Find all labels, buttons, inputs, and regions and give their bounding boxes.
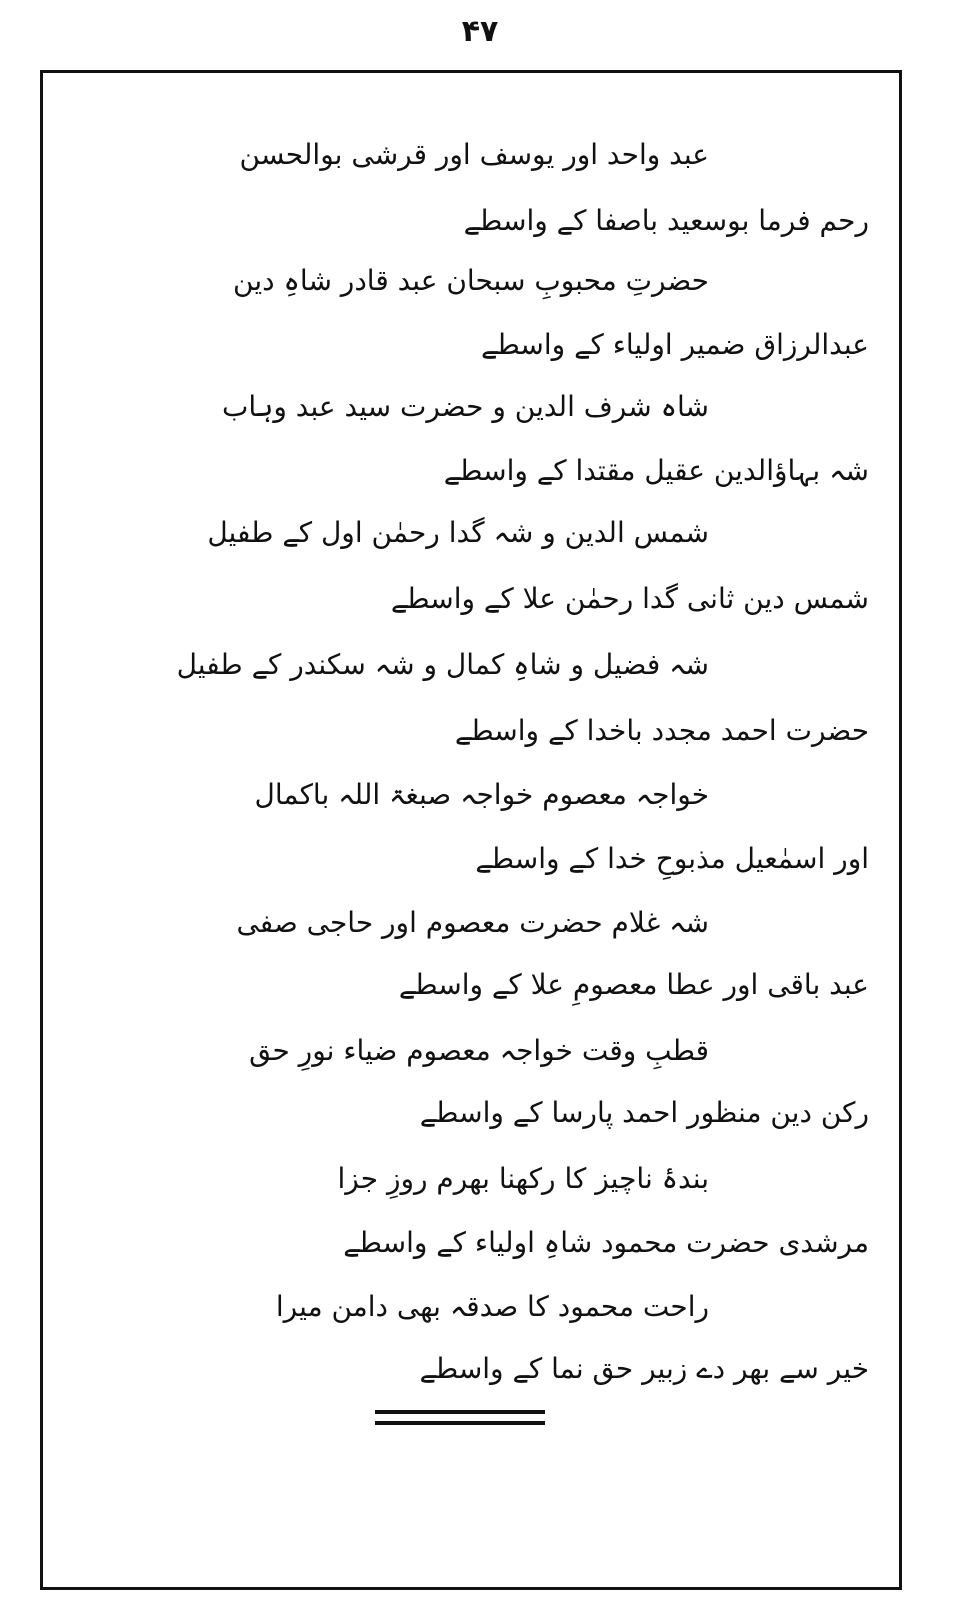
verse-line-20: خیر سے بھر دے زبیر حق نما کے واسطے [419,1352,869,1385]
verse-line-19: راحت محمود کا صدقہ بھی دامن میرا [275,1290,709,1323]
verse-line-17: بندۂ ناچیز کا رکھنا بھرم روزِ جزا [337,1162,709,1195]
closing-divider-top [375,1410,545,1414]
verse-line-10: حضرت احمد مجدد باخدا کے واسطے [454,714,869,747]
verse-line-5: شاہ شرف الدین و حضرت سید عبد وہاب [222,390,709,423]
verse-line-9: شہ فضیل و شاہِ کمال و شہ سکندر کے طفیل [176,648,709,681]
verse-line-14: عبد باقی اور عطا معصومِ علا کے واسطے [398,968,869,1001]
verse-list [43,73,899,1587]
page-number: ۴۷ [461,14,499,49]
verse-line-12: اور اسمٰعیل مذبوحِ خدا کے واسطے [475,842,869,875]
verse-line-3: حضرتِ محبوبِ سبحان عبد قادر شاہِ دین [233,264,709,297]
verse-line-11: خواجہ معصوم خواجہ صبغۃ اللہ باکمال [254,778,709,811]
verse-line-15: قطبِ وقت خواجہ معصوم ضیاء نورِ حق [249,1034,709,1067]
verse-line-7: شمس الدین و شہ گدا رحمٰن اول کے طفیل [207,516,709,549]
verse-line-13: شہ غلام حضرت معصوم اور حاجی صفی [236,906,709,939]
page-frame [40,70,902,1590]
verse-line-1: عبد واحد اور یوسف اور قرشی بوالحسن [239,138,709,171]
verse-line-2: رحم فرما بوسعید باصفا کے واسطے [463,204,869,237]
verse-line-18: مرشدی حضرت محمود شاہِ اولیاء کے واسطے [343,1226,869,1259]
verse-line-4: عبدالرزاق ضمیر اولیاء کے واسطے [481,328,869,361]
verse-line-16: رکن دین منظور احمد پارسا کے واسطے [419,1096,869,1129]
closing-divider-bottom [375,1421,545,1425]
verse-line-6: شہ بہاؤالدین عقیل مقتدا کے واسطے [443,454,869,487]
verse-line-8: شمس دین ثانی گدا رحمٰن علا کے واسطے [390,582,869,615]
